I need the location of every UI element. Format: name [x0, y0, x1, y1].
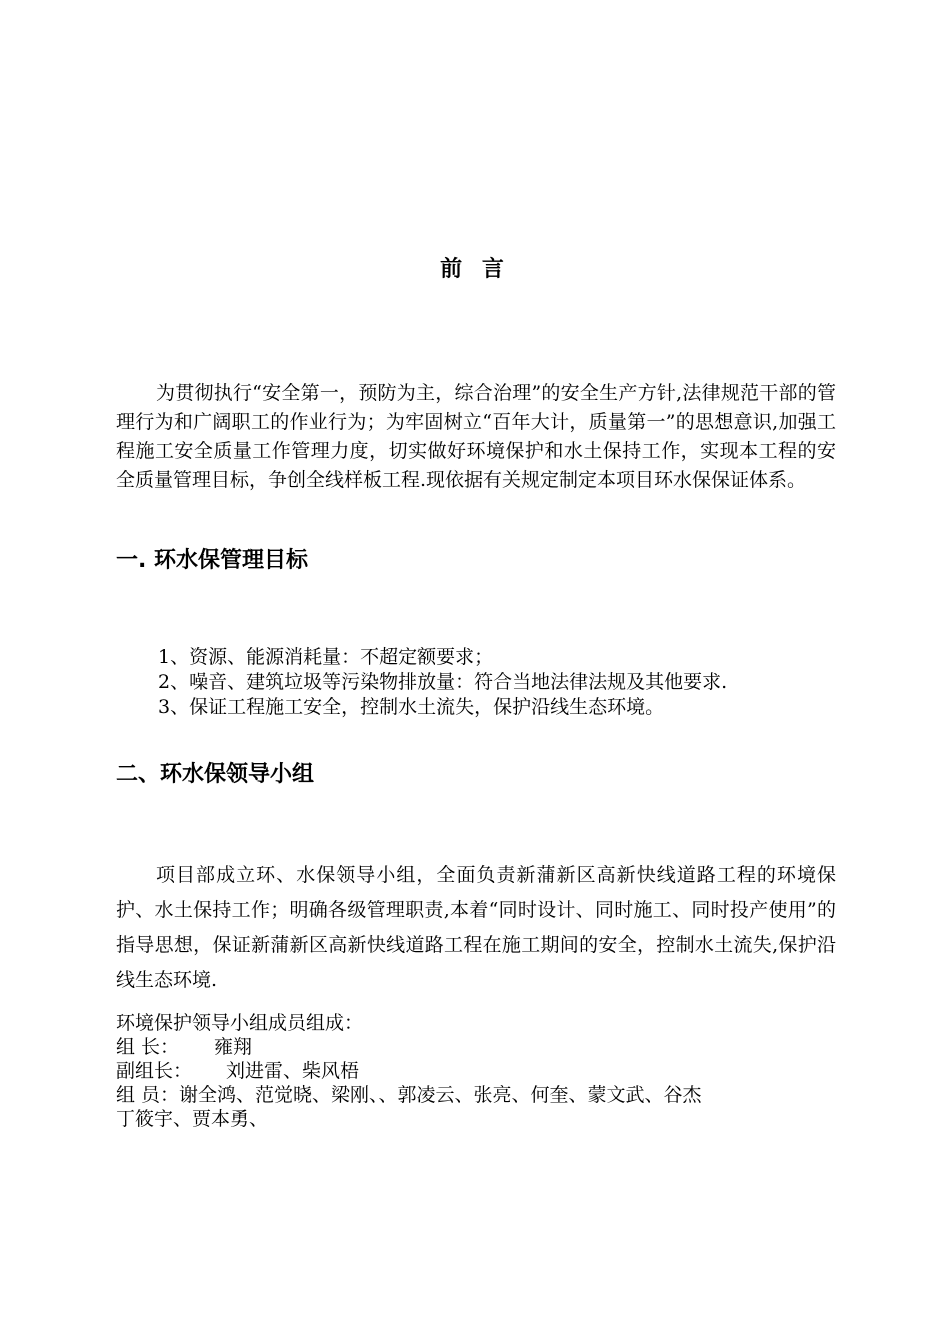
deputy-label: 副组长：: [116, 1060, 193, 1082]
leader-row: [116, 1035, 846, 1059]
goals-list: [158, 645, 727, 720]
members-intro: 环境保护领导小组成员组成：: [116, 1012, 364, 1034]
members-block: [116, 1011, 846, 1131]
goal-item: 2、噪音、建筑垃圾等污染物排放量：符合当地法律法规及其他要求.: [158, 671, 728, 693]
leader-label: 组 长：: [116, 1036, 180, 1058]
page-title: 前 言: [440, 257, 510, 282]
leader-name: 雍翔: [214, 1036, 253, 1058]
deputy-names: 刘进雷、柴风梧: [226, 1060, 360, 1082]
goal-item: 1、资源、能源消耗量：不超定额要求；: [158, 646, 494, 668]
member-row: [116, 1083, 846, 1107]
member-names: 谢全鸿、范觉晓、梁刚、、郭凌云、张亮、何奎、蒙文武、谷杰: [179, 1084, 702, 1106]
deputy-row: [116, 1059, 846, 1083]
member-label: 组 员：: [116, 1084, 180, 1106]
goal-item: 3、保证工程施工安全，控制水土流失，保护沿线生态环境。: [158, 696, 665, 718]
leadership-paragraph: 项目部成立环、水保领导小组，全面负责新蒲新区高新快线道路工程的环境保护、水土保持工作；明确各级管理职责,本着“同时设计、同时施工、同时投产使用”的指导思想，保证新蒲新区高新快线道路工程在施工期间的安全，控制水土流失,保护沿线生态环境.: [116, 864, 836, 991]
section-heading-leadership: 二、环水保领导小组: [116, 762, 315, 787]
member-row-continued: 丁筱宇、贾本勇、: [116, 1108, 269, 1130]
section-heading-goals: 一. 环水保管理目标: [116, 548, 309, 573]
intro-paragraph: 为贯彻执行“安全第一，预防为主，综合治理”的安全生产方针,法律规范干部的管理行为和广阔职工的作业行为；为牢固树立“百年大计，质量第一”的思想意识,加强工程施工安全质量工作管理力度，切实做好环境保护和水土保持工作，实现本工程的安全质量管理目标，争创全线样板工程.现依据有关规定制定本项目环水保保证体系。: [116, 382, 836, 491]
